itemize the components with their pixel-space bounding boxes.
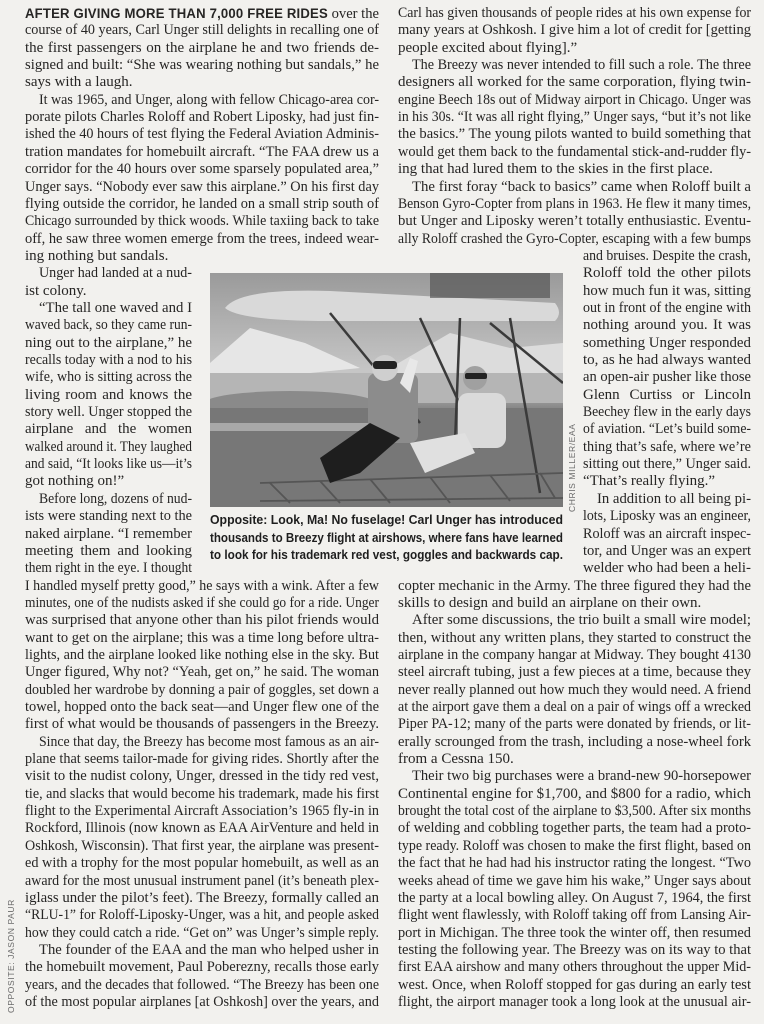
text-line	[25, 231, 379, 248]
line-text: port in Michigan. The three took the winter off, then resumed	[398, 924, 751, 941]
line-text: Unger had landed at a nud-	[39, 265, 192, 282]
line-text: would get them back to the fundamental stick-and-rudder fly-	[398, 143, 751, 160]
line-text: award for the most unusual instrument panel (it’s beneath plex-	[25, 872, 379, 889]
text-line	[25, 855, 379, 872]
text-line	[398, 664, 751, 681]
text-line	[25, 578, 379, 595]
line-text: ning out to the airplane,” he	[25, 334, 192, 351]
text-line	[25, 5, 379, 22]
text-line	[25, 890, 379, 907]
text-line	[398, 22, 751, 39]
text-line	[398, 196, 751, 213]
line-text: course of 40 years, Carl Unger still delights in recalling one of	[25, 22, 379, 39]
text-line	[398, 74, 751, 91]
line-text: the homebuilt movement, Paul Poberezny, recalls those early	[25, 959, 379, 976]
line-text: copter mechanic in the Army. The three figured they had the	[398, 577, 751, 594]
breezy-photo	[210, 273, 563, 507]
line-text: how much fun it was, sitting	[583, 282, 751, 299]
text-line	[398, 109, 751, 126]
text-line	[25, 716, 379, 733]
text-line	[25, 196, 379, 213]
line-text: Rockford, Illinois (now known as EAA AirVenture and held in	[25, 820, 379, 837]
caption-text: thousands to Breezy flight at airshows, where fans have learned	[210, 530, 563, 545]
text-line	[25, 144, 379, 161]
text-line	[25, 994, 379, 1011]
text-line	[583, 352, 751, 369]
text-line	[25, 751, 379, 768]
text-line	[398, 994, 751, 1011]
line-text: wife, who is sitting across the	[25, 369, 192, 386]
text-line	[398, 682, 751, 699]
text-line	[25, 768, 379, 785]
text-line	[25, 421, 192, 438]
text-line	[25, 977, 379, 994]
line-text: ed with a trophy for the most popular homebuilt, as well as an	[25, 855, 379, 872]
text-line	[39, 734, 379, 751]
line-text: Unger figured, Why not? “Yeah, get on,” he said. The woman	[25, 664, 379, 681]
text-line	[25, 57, 379, 74]
text-line	[25, 109, 379, 126]
line-text: signed and built: “She was wearing nothing but sandals,” he	[25, 57, 379, 74]
line-text: the party at a local bowling alley. On August 7, 1964, the first	[398, 889, 751, 906]
text-line	[398, 977, 751, 994]
line-text: minutes, one of the nudists asked if she could go for a ride. Unger	[25, 594, 379, 611]
line-text: ished the 40 hours of test flying the Federal Aviation Adminis-	[25, 126, 379, 143]
text-line	[25, 179, 379, 196]
line-text: lots, Liposky was an engineer,	[583, 508, 751, 525]
caption-text: Opposite: Look, Ma! No fuselage! Carl Unger has introduced	[210, 513, 563, 527]
text-line	[583, 456, 751, 473]
text-line	[25, 526, 192, 543]
text-line	[25, 352, 192, 369]
text-line	[583, 560, 751, 577]
line-text: lights, and the airplane looked like nothing else in the sky. But	[25, 646, 379, 663]
line-text: them right in the eye. I thought	[25, 560, 192, 577]
line-text: never really planned out how much they would need. A friend	[398, 681, 751, 698]
line-text: people excited about flying].”	[398, 39, 578, 56]
line-text: After some discussions, the trio built a small wire model;	[412, 612, 751, 629]
text-line	[398, 161, 751, 178]
line-text: Benson Gyro-Copter from plans in 1963. He flew it many times,	[398, 195, 751, 212]
line-text: story well. Unger stopped the	[25, 404, 192, 421]
text-line	[398, 92, 751, 109]
line-text: many years at Oshkosh. I give him a lot of credit for [getting	[398, 22, 751, 39]
line-text: erally scrounged from the trash, including a nose-wheel fork	[398, 733, 751, 750]
text-line	[398, 595, 751, 612]
text-line	[25, 647, 379, 664]
line-text: over the	[327, 6, 379, 22]
line-text: recalls today with a nod to his	[25, 352, 192, 368]
line-text: brought the total cost of the airplane to $3,500. After six months	[398, 803, 751, 820]
text-line	[25, 369, 192, 386]
text-line	[583, 248, 751, 265]
line-text: engine Beech 18s out of Midway airport in Chicago. Unger was	[398, 91, 751, 108]
text-line	[25, 543, 192, 560]
line-text: doubled her wardrobe by donning a pair of goggles, set down a	[25, 681, 379, 698]
line-text: “RLU-1” for Roloff-Liposky-Unger, was a hit, and people asked	[25, 907, 379, 924]
text-line	[25, 803, 379, 820]
line-text: walked around it. They laughed	[25, 438, 192, 455]
text-line	[25, 959, 379, 976]
line-text: Since that day, the Breezy has become most famous as an air-	[39, 733, 379, 750]
line-text: of welding and cobbling together parts, the team had a proto-	[398, 820, 751, 837]
line-text: It was 1965, and Unger, along with fellow Chicago-area cor-	[39, 91, 379, 108]
text-line	[583, 508, 751, 525]
line-text: towel, hopped onto the back seat—and Unger flew one of the	[25, 699, 379, 715]
line-text: ing that had lured them to the skies in the first place.	[398, 161, 713, 178]
line-text: airplane and the women	[25, 421, 192, 438]
line-text: ing nothing but sandals.	[25, 247, 169, 264]
text-line	[398, 925, 751, 942]
text-line	[398, 873, 751, 890]
text-line	[583, 369, 751, 386]
text-line	[583, 526, 751, 543]
text-line	[25, 699, 379, 716]
text-line	[39, 942, 379, 959]
caption-text: to look for his trademark red vest, goggles and backwards cap.	[210, 548, 563, 562]
line-text: Piper PA-12; many of the parts were donated by friends, or lit-	[398, 716, 751, 733]
text-line	[583, 317, 751, 334]
line-text: corridor for the 40 hours over some sparsely populated area,”	[25, 161, 379, 178]
text-line	[25, 126, 379, 143]
line-text: first of what would be thousands of passengers in the Breezy.	[25, 716, 379, 733]
text-line	[25, 248, 379, 265]
text-line	[25, 873, 379, 890]
text-line	[583, 404, 751, 421]
line-text: something Unger responded	[583, 334, 751, 351]
text-line	[398, 803, 751, 820]
text-line	[25, 838, 379, 855]
line-text: got nothing on!”	[25, 473, 125, 490]
line-text: at the airport gave them a deal on a pair of wings off a wrecked	[398, 699, 751, 715]
lead-in: AFTER GIVING MORE THAN 7,000 FREE RIDES	[25, 6, 328, 21]
line-text: then, without any written plans, they started to construct the	[398, 629, 751, 646]
line-text: the basics.” The young pilots wanted to build something that	[398, 126, 751, 143]
text-line	[412, 179, 751, 196]
line-text: Roloff told the other pilots	[583, 265, 751, 282]
line-text: naked airplane. “I remember	[25, 525, 192, 542]
line-text: steel aircraft tubing, just a few pieces at a time, because they	[398, 664, 751, 681]
line-text: west. Once, when Roloff stopped for gas during an early test	[398, 976, 751, 993]
line-text: Chicago surrounded by thick woods. While taxiing back to take	[25, 213, 379, 230]
text-line	[398, 699, 751, 716]
text-line	[398, 144, 751, 161]
text-line	[597, 491, 751, 508]
line-text: In addition to all being pi-	[597, 490, 751, 507]
line-text: from a Cessna 150.	[398, 751, 514, 768]
line-text: the first passengers on the airplane he and two friends de-	[25, 39, 379, 56]
text-line	[398, 734, 751, 751]
line-text: The Breezy was never intended to fill such a role. The three	[412, 57, 751, 74]
text-line	[398, 820, 751, 837]
line-text: ist colony.	[25, 282, 87, 299]
line-text: but Unger and Liposky weren’t totally enthusiastic. Eventu-	[398, 213, 751, 230]
text-line	[583, 265, 751, 282]
text-line	[398, 786, 751, 803]
caption-line	[210, 547, 585, 564]
text-line	[398, 890, 751, 907]
line-text: porate pilots Charles Roloff and Robert Liposky, had just fin-	[25, 109, 379, 126]
line-text: Continental engine for $1,700, and $800 for a radio, which	[398, 785, 751, 802]
line-text: welder who had been a heli-	[583, 560, 751, 577]
line-text: The first foray “back to basics” came when Roloff built a	[412, 178, 751, 195]
text-line	[25, 612, 379, 629]
text-line	[398, 959, 751, 976]
line-text: Before long, dozens of nud-	[39, 490, 192, 507]
line-text: The founder of the EAA and the man who helped usher in	[39, 941, 379, 958]
text-line	[25, 820, 379, 837]
text-line	[25, 786, 379, 803]
text-line	[25, 439, 192, 456]
text-line	[25, 40, 379, 57]
line-text: flight to the Experimental Aircraft Association’s 1965 fly-in in	[25, 803, 379, 820]
text-line	[25, 560, 192, 577]
text-line	[398, 630, 751, 647]
line-text: and bruises. Despite the crash,	[583, 247, 751, 264]
line-text: tor, and Unger was an expert	[583, 542, 751, 559]
photo-credit: CHRIS MILLER/EAA	[567, 423, 577, 512]
text-line	[398, 942, 751, 959]
text-line	[25, 161, 379, 178]
text-line	[25, 508, 192, 525]
line-text: to, as he had always wanted	[583, 352, 751, 368]
text-line	[398, 751, 751, 768]
line-text: tie, and slacks that would become his trademark, made his first	[25, 785, 379, 802]
text-line	[25, 317, 192, 334]
line-text: and said, “It looks like us—it’s	[25, 456, 192, 473]
text-line	[583, 473, 751, 490]
line-text: ists were standing next to the	[25, 508, 192, 525]
text-line	[25, 335, 192, 352]
photo-image	[210, 273, 563, 507]
text-line	[412, 768, 751, 785]
line-text: airplane in the company hangar at Midway. They bought 4130	[398, 646, 751, 663]
text-line	[25, 22, 379, 39]
text-line	[39, 92, 379, 109]
page-photo-credit: OPPOSITE: JASON PAUR	[6, 899, 16, 1013]
text-line	[25, 630, 379, 647]
line-text: Beechey flew in the early days	[583, 404, 751, 421]
line-text: “That’s really flying.”	[583, 473, 716, 490]
line-text: testing the following year. The Breezy was on its way to that	[398, 941, 751, 958]
line-text: tration mandates for homebuilt aircraft. “The FAA drew us a	[25, 143, 379, 160]
line-text: weeks ahead of time we gave him his wake,” Unger says about	[398, 872, 751, 889]
line-text: want to get on the airplane; this was a time long before ultra-	[25, 629, 379, 646]
line-text: out in front of the engine with	[583, 299, 751, 316]
line-text: skills to design and build an airplane on their own.	[398, 594, 702, 611]
text-line	[583, 543, 751, 560]
text-line	[398, 5, 751, 22]
text-line	[25, 925, 379, 942]
text-line	[583, 335, 751, 352]
text-line	[398, 855, 751, 872]
text-line	[583, 421, 751, 438]
line-text: off, he saw three women emerge from the trees, indeed wear-	[25, 230, 379, 247]
line-text: of aviation. “Let’s build some-	[583, 421, 751, 438]
line-text: in his 30s. “It was all right flying,” Unger says, “but it’s not like	[398, 109, 751, 126]
line-text: the fact that he had had his instructor rating the longest. “Two	[398, 855, 751, 872]
caption-line	[210, 530, 591, 547]
text-line	[25, 664, 379, 681]
line-text: flight, the airport manager took a long look at the unusual air-	[398, 993, 751, 1010]
text-line	[39, 265, 192, 282]
line-text: years, and the decades that followed. “The Breezy has been one	[25, 976, 379, 993]
line-text: Carl has given thousands of people rides at his own expense for	[398, 5, 751, 21]
text-line	[25, 283, 192, 300]
text-line	[398, 838, 751, 855]
text-line	[25, 404, 192, 421]
line-text: flying outside the corridor, he landed on a small strip south of	[25, 195, 379, 212]
line-text: plane that seems tailor-made for giving rides. Shortly after the	[25, 751, 379, 768]
text-line	[25, 473, 192, 490]
text-line	[25, 74, 379, 91]
text-line	[25, 213, 379, 230]
text-line	[398, 40, 751, 57]
line-text: visit to the nudist colony, Unger, dressed in the tidy red vest,	[25, 768, 379, 785]
line-text: was surprised that anyone other than his pilot friends would	[25, 612, 379, 629]
line-text: Oshkosh, Wisconsin). That first year, the airplane was present-	[25, 837, 379, 854]
line-text: meeting them and looking	[25, 542, 192, 559]
text-line	[25, 595, 379, 612]
line-text: living room and knows the	[25, 386, 192, 403]
line-text: an open-air pusher like those	[583, 369, 751, 386]
text-line	[398, 716, 751, 733]
line-text: type ready. Roloff was chosen to make the first flight, based on	[398, 837, 751, 854]
line-text: how they could catch a ride. “Get on” was Unger’s simple reply.	[25, 924, 379, 941]
text-line	[39, 491, 192, 508]
text-line	[25, 387, 192, 404]
line-text: of the most popular airplanes [at Oshkosh] over the years, and	[25, 993, 379, 1010]
text-line	[583, 439, 751, 456]
line-text: Their two big purchases were a brand-new 90-horsepower	[412, 768, 751, 785]
text-line	[398, 647, 751, 664]
line-text: says with a laugh.	[25, 74, 133, 91]
text-line	[412, 612, 751, 629]
line-text: designers all worked for the same corporation, flying twin-	[398, 74, 751, 91]
text-line	[398, 213, 751, 230]
line-text: first EAA airshow and many others throughout the upper Mid-	[398, 959, 751, 976]
line-text: “The tall one waved and I	[39, 299, 192, 316]
text-line	[583, 387, 751, 404]
line-text: Unger says. “Nobody ever saw this airplane.” On his first day	[25, 178, 379, 195]
text-line	[25, 682, 379, 699]
line-text: nothing around you. It was	[583, 317, 751, 334]
line-text: waved back, so they came run-	[25, 317, 192, 334]
line-text: flight went flawlessly, with Roloff taking off from Lansing Air-	[398, 907, 751, 924]
line-text: ally Roloff crashed the Gyro-Copter, escaping with a few bumps	[398, 230, 751, 247]
text-line	[583, 283, 751, 300]
line-text: sitting out there,” Unger said.	[583, 456, 751, 473]
text-line	[583, 300, 751, 317]
line-text: Glenn Curtiss or Lincoln	[583, 386, 751, 403]
text-line	[25, 456, 192, 473]
line-text: Roloff was an aircraft inspec-	[583, 525, 751, 542]
caption-line	[210, 512, 569, 529]
text-line	[412, 57, 751, 74]
text-line	[398, 578, 751, 595]
text-line	[398, 231, 751, 248]
text-line	[39, 300, 192, 317]
line-text: iglass under the pilot’s feet). The Breezy, formally called an	[25, 889, 379, 906]
line-text: thing that’s safe, where we’re	[583, 438, 751, 455]
text-line	[398, 907, 751, 924]
text-line	[25, 907, 379, 924]
text-line	[398, 126, 751, 143]
line-text: I handled myself pretty good,” he says with a wink. After a few	[25, 577, 379, 594]
